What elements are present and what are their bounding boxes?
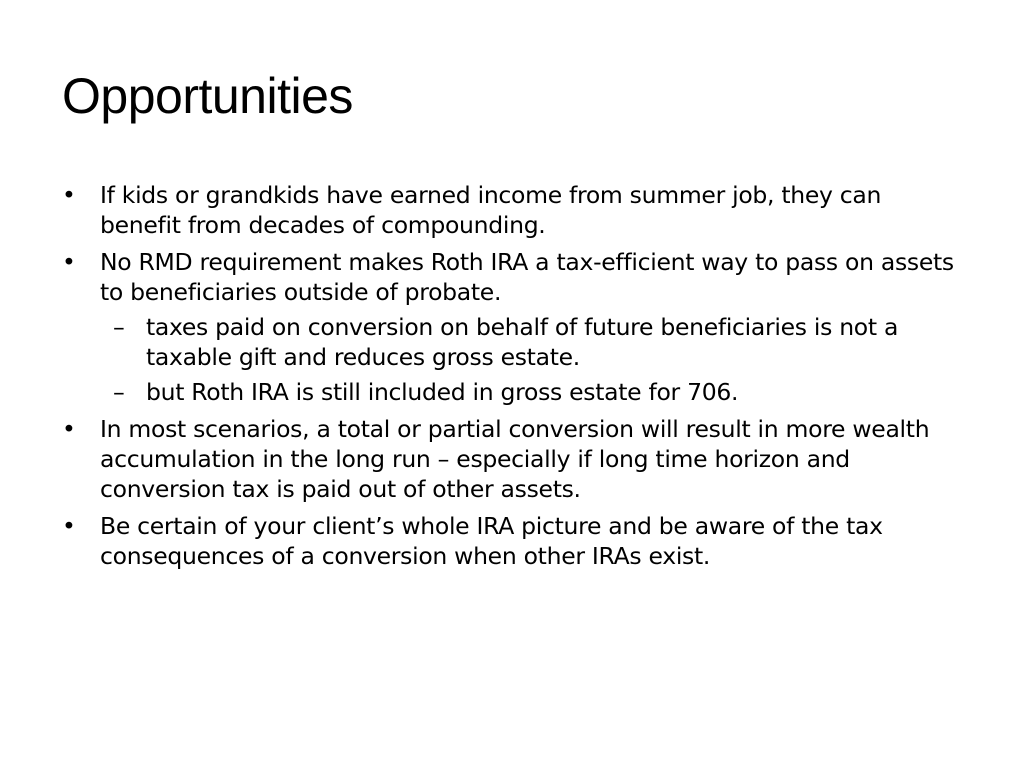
bullet-dot-icon: • — [62, 181, 76, 209]
bullet-text: If kids or grandkids have earned income from summer job, they can benefit from decades of compounding. — [100, 181, 882, 239]
slide-title: Opportunities — [62, 68, 353, 124]
bullet-item — [0, 180, 960, 240]
bullet-item — [0, 511, 960, 571]
bullet-dot-icon: • — [62, 248, 76, 276]
sub-bullet-list — [0, 312, 960, 407]
sub-bullet-item — [0, 312, 956, 372]
bullet-item — [0, 414, 960, 504]
bullet-text: No RMD requirement makes Roth IRA a tax-efficient way to pass on assets to beneficiaries outside of probate. — [100, 248, 954, 306]
bullet-dot-icon: • — [62, 415, 76, 443]
bullet-dot-icon: • — [62, 512, 76, 540]
bullet-text: In most scenarios, a total or partial conversion will result in more wealth accumulation in the long run – especially if long time horizon and conversion tax is paid out of other assets. — [100, 415, 930, 503]
dash-icon: – — [113, 313, 125, 341]
sub-bullet-text: but Roth IRA is still included in gross estate for 706. — [146, 378, 739, 406]
bullet-item — [0, 247, 960, 407]
bullet-text: Be certain of your client’s whole IRA picture and be aware of the tax consequences of a conversion when other IRAs exist. — [100, 512, 883, 570]
bullet-list — [0, 180, 1024, 578]
sub-bullet-item — [0, 377, 956, 407]
dash-icon: – — [113, 378, 125, 406]
sub-bullet-text: taxes paid on conversion on behalf of future beneficiaries is not a taxable gift and reduces gross estate. — [146, 313, 899, 371]
